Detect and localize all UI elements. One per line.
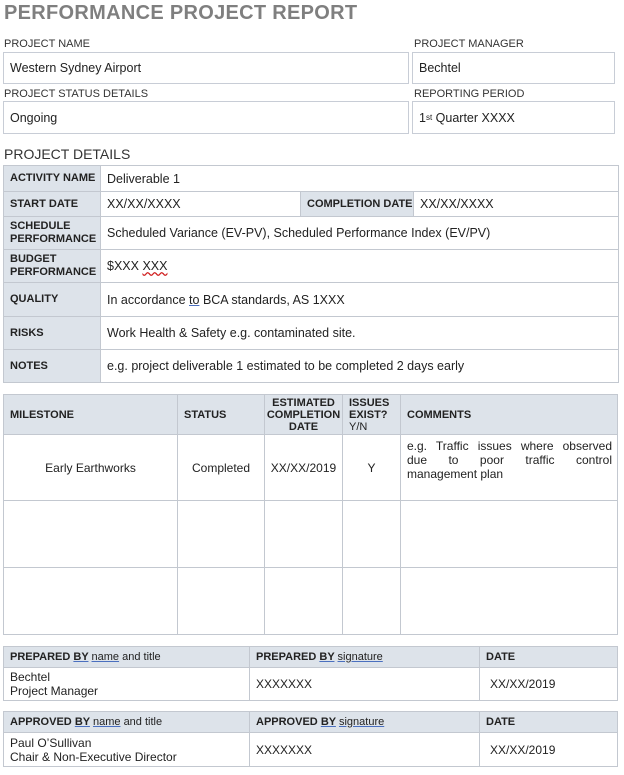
- quality-label: QUALITY: [4, 283, 101, 317]
- schedule-performance-label: SCHEDULE PERFORMANCE: [4, 217, 101, 250]
- comments-cell[interactable]: [401, 501, 618, 568]
- reporting-period-sup: st: [425, 113, 433, 122]
- risks-label: RISKS: [4, 317, 101, 350]
- milestone-cell[interactable]: Early Earthworks: [4, 435, 178, 501]
- project-name-label: PROJECT NAME: [4, 38, 90, 50]
- milestone-cell[interactable]: [4, 568, 178, 635]
- prepared-by-signature-header: PREPARED BY signature: [250, 647, 480, 668]
- col-issues: ISSUES EXIST? Y/N: [343, 395, 401, 435]
- col-estimated-date: ESTIMATED COMPLETION DATE: [265, 395, 343, 435]
- project-name-field[interactable]: Western Sydney Airport: [3, 52, 409, 84]
- approved-by-signature[interactable]: XXXXXXX: [250, 733, 480, 767]
- quality-value[interactable]: In accordance to BCA standards, AS 1XXX: [101, 283, 619, 317]
- approved-date-header: DATE: [480, 712, 618, 733]
- approved-by-name[interactable]: Paul O’Sullivan Chair & Non-Executive Director: [4, 733, 250, 767]
- reporting-period-label: REPORTING PERIOD: [414, 88, 525, 100]
- page-title: PERFORMANCE PROJECT REPORT: [4, 2, 358, 24]
- reporting-period-field[interactable]: [412, 101, 615, 134]
- issues-cell[interactable]: Y: [343, 435, 401, 501]
- comments-cell[interactable]: [401, 568, 618, 635]
- project-details-title: PROJECT DETAILS: [4, 146, 131, 162]
- comments-cell[interactable]: e.g. Traffic issues where observed due to poor traffic control management plan: [401, 435, 618, 501]
- notes-value[interactable]: e.g. project deliverable 1 estimated to be completed 2 days early: [101, 350, 619, 383]
- risks-value[interactable]: Work Health & Safety e.g. contaminated site.: [101, 317, 619, 350]
- project-details-table: [3, 165, 619, 383]
- prepared-by-table: [3, 646, 618, 701]
- start-date-label: START DATE: [4, 192, 101, 217]
- col-status: STATUS: [178, 395, 265, 435]
- col-comments: COMMENTS: [401, 395, 618, 435]
- project-manager-label: PROJECT MANAGER: [414, 38, 524, 50]
- prepared-by-name-header: PREPARED BY name and title: [4, 647, 250, 668]
- table-row: [4, 568, 618, 635]
- approved-by-signature-header: APPROVED BY signature: [250, 712, 480, 733]
- project-status-field[interactable]: Ongoing: [3, 101, 409, 134]
- issues-cell[interactable]: [343, 568, 401, 635]
- start-date-value[interactable]: XX/XX/XXXX: [101, 192, 301, 217]
- activity-name-value[interactable]: Deliverable 1: [101, 166, 619, 192]
- budget-performance-value[interactable]: $XXX XXX: [101, 250, 619, 283]
- prepared-date[interactable]: XX/XX/2019: [480, 668, 618, 701]
- project-status-label: PROJECT STATUS DETAILS: [4, 88, 149, 100]
- notes-label: NOTES: [4, 350, 101, 383]
- milestone-table: [3, 394, 618, 635]
- approved-by-table: [3, 711, 618, 767]
- completion-date-value[interactable]: XX/XX/XXXX: [414, 192, 619, 217]
- project-manager-field[interactable]: Bechtel: [412, 52, 615, 84]
- approved-date[interactable]: XX/XX/2019: [480, 733, 618, 767]
- status-cell[interactable]: [178, 568, 265, 635]
- reporting-period-rest: Quarter XXXX: [435, 110, 515, 125]
- date-cell[interactable]: [265, 501, 343, 568]
- table-row: [4, 435, 618, 501]
- schedule-performance-value[interactable]: Scheduled Variance (EV-PV), Scheduled Performance Index (EV/PV): [101, 217, 619, 250]
- status-cell[interactable]: Completed: [178, 435, 265, 501]
- date-cell[interactable]: XX/XX/2019: [265, 435, 343, 501]
- reporting-period-num: 1: [419, 110, 426, 125]
- budget-performance-label: BUDGET PERFORMANCE: [4, 250, 101, 283]
- issues-cell[interactable]: [343, 501, 401, 568]
- col-milestone: MILESTONE: [4, 395, 178, 435]
- approved-by-name-header: APPROVED BY name and title: [4, 712, 250, 733]
- prepared-date-header: DATE: [480, 647, 618, 668]
- status-cell[interactable]: [178, 501, 265, 568]
- prepared-by-signature[interactable]: XXXXXXX: [250, 668, 480, 701]
- date-cell[interactable]: [265, 568, 343, 635]
- prepared-by-name[interactable]: Bechtel Project Manager: [4, 668, 250, 701]
- completion-date-label: COMPLETION DATE: [301, 192, 414, 217]
- milestone-cell[interactable]: [4, 501, 178, 568]
- table-row: [4, 501, 618, 568]
- activity-name-label: ACTIVITY NAME: [4, 166, 101, 192]
